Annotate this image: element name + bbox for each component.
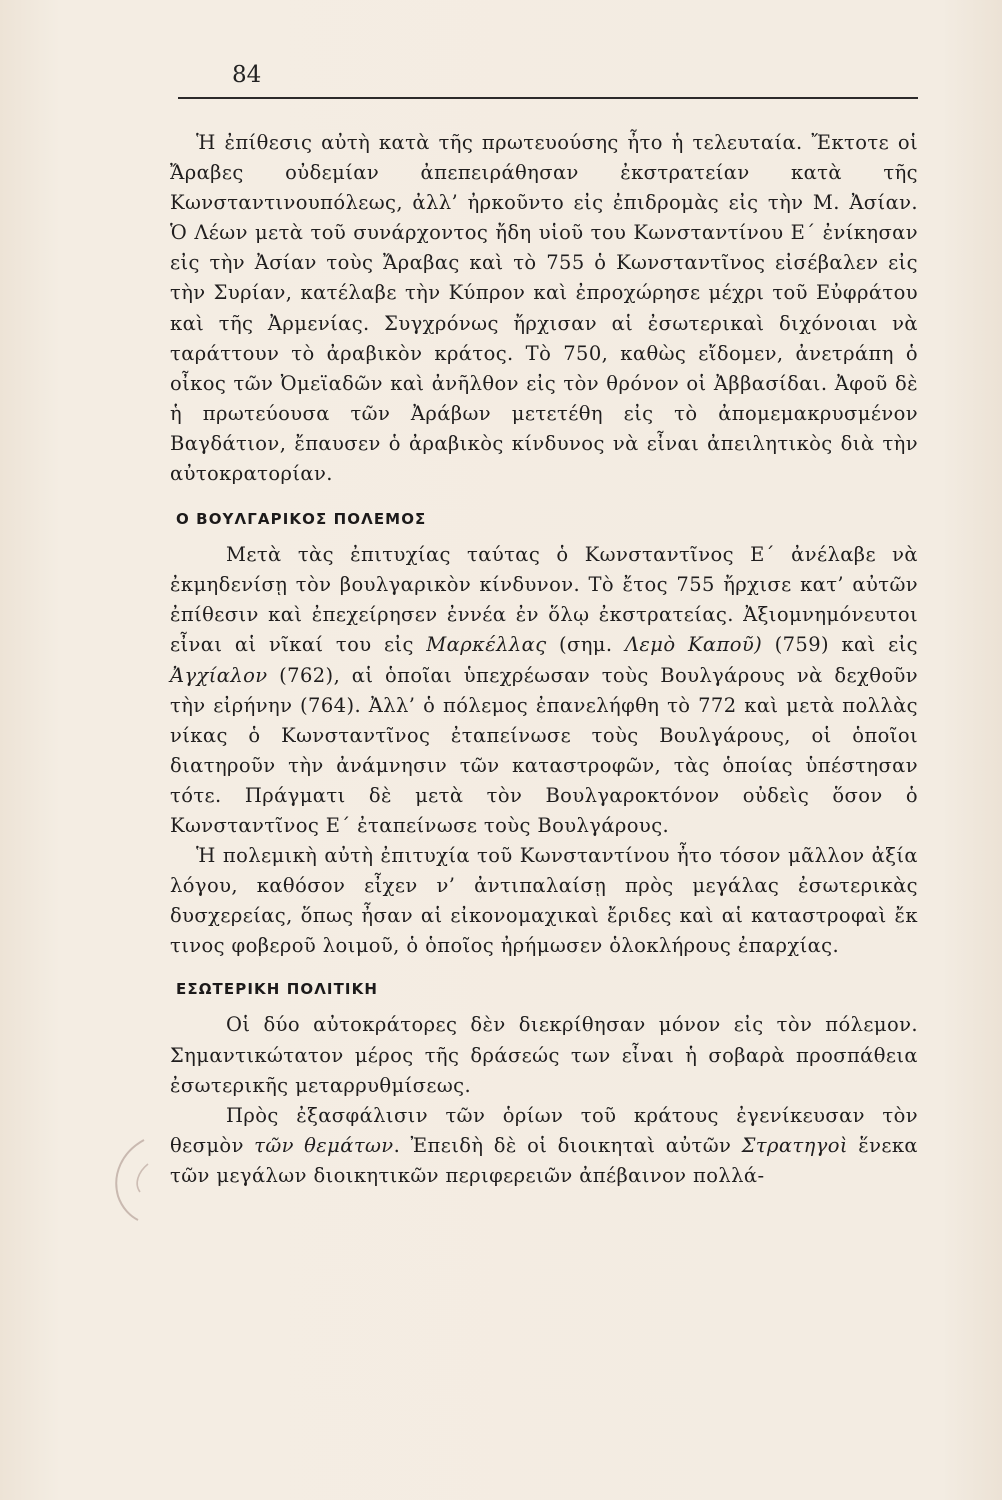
paragraph-arab-attack: Ἡ ἐπίθεσις αὐτὴ κατὰ τῆς πρωτευούσης ἦτο ἡ τελευταία. Ἔκτοτε οἱ Ἄραβες οὐδεμίαν ἀπεπειράθησαν ἐκστρατείαν κατὰ τῆς Κωνσταντινουπόλεως, ἀλλ’ ἠρκοῦντο εἰς ἐπιδρομὰς εἰς τὴν Μ. Ἀσίαν. Ὁ Λέων μετὰ τοῦ συνάρχοντος ἤδη υἱοῦ του Κωνσταντίνου Ε΄ ἐνίκησαν εἰς τὴν Ἀσίαν τοὺς Ἄραβας καὶ τὸ 755 ὁ Κωνσταντῖνος εἰσέβαλεν εἰς τὴν Συρίαν, κατέλαβε τὴν Κύπρον καὶ ἐπροχώρησε μέχρι τοῦ Εὐφράτου καὶ τῆς Ἀρμενίας. Συγχρόνως ἤρχισαν αἱ ἐσωτερικαὶ διχόνοιαι νὰ ταράττουν τὸ ἀραβικὸν κράτος. Τὸ 750, καθὼς εἴδομεν, ἀνετράπη ὁ οἶκος τῶν Ὀμεϊαδῶν καὶ ἀνῆλθον εἰς τὸν θρόνον οἱ Ἀββασίδαι. Ἀφοῦ δὲ ἡ πρωτεύουσα τῶν Ἀράβων μετετέθη εἰς τὸ ἀπομεμακρυσμένον Βαγδάτιον, ἔπαυσεν ὁ ἀραβικὸς κίνδυνος νὰ εἶναι ἀπειλητικὸς διὰ τὴν αὐτοκρατορίαν.: [170, 131, 918, 486]
text-span: (762), αἱ ὁποῖαι ὑπεχρέωσαν τοὺς Βουλγάρους νὰ δεχθοῦν τὴν εἰρήνην (764). Ἀλλ’ ὁ πόλεμος ἐπανελήφθη τὸ 772 καὶ μετὰ πολλὰς νίκας ὁ Κωνσταντῖνος ἐταπείνωσε τοὺς Βουλγάρους, οἱ ὁποῖοι διατηροῦν τὴν ἀνάμνησιν τῶν καταστροφῶν, τὰς ὁποίας ὑπέστησαν τότε. Πράγματι δὲ μετὰ τὸν Βουλγαροκτόνον οὐδεὶς ὅσον ὁ Κωνσταντῖνος Ε΄ ἐταπείνωσε τοὺς Βουλγάρους.: [170, 663, 918, 837]
text-span: Μετὰ τὰς ἐπιτυχίας ταύτας ὁ Κωνσταντῖνος Ε΄ ἀνέλαβε νὰ ἐκμηδενίσῃ τὸν βουλγαρικὸν κίνδυνον. Τὸ ἔτος 755 ἤρχισε κατ’ αὐτῶν ἐπίθεσιν καὶ ἐπεχείρησεν ἐννέα ἐν ὅλῳ ἐκστρατείας. Ἀξιομνημόνευτοι εἶναι αἱ νῖκαί του εἰς: [170, 543, 918, 657]
heading-internal-policy: ΕΣΩΤΕΡΙΚΗ ΠΟΛΙΤΙΚΗ: [176, 980, 378, 999]
header-rule: [178, 97, 918, 99]
page-number: 84: [232, 62, 262, 88]
text-span: . Ἐπειδὴ δὲ οἱ διοικηταὶ αὐτῶν: [393, 1133, 742, 1157]
paragraph-themes: [170, 1101, 918, 1191]
margin-pencil-mark: [104, 1134, 164, 1224]
place-name-lemo-kapou: Λεμὸ Καποῦ): [624, 633, 763, 657]
text-span: (759) καὶ εἰς: [762, 633, 918, 657]
paragraph-bulgarian-war: [170, 540, 918, 841]
text-span: (σημ.: [546, 633, 625, 657]
term-themata: τῶν θεμάτων: [254, 1133, 394, 1157]
paragraph-reforms: Οἱ δύο αὐτοκράτορες δὲν διεκρίθησαν μόνον εἰς τὸν πόλεμον. Σημαντικώτατον μέρος τῆς δράσεώς των εἶναι ἡ σοβαρὰ προσπάθεια ἐσωτερικῆς μεταρρυθμίσεως.: [170, 1013, 918, 1097]
term-strategoi: Στρατηγοὶ: [741, 1133, 848, 1157]
place-name-anchialos: Ἀγχίαλον: [170, 663, 268, 687]
main-text: [170, 128, 918, 1191]
heading-bulgarian-war: Ο ΒΟΥΛΓΑΡΙΚΟΣ ΠΟΛΕΜΟΣ: [176, 510, 427, 529]
paragraph-military-success: Ἡ πολεμικὴ αὐτὴ ἐπιτυχία τοῦ Κωνσταντίνου ἦτο τόσον μᾶλλον ἀξία λόγου, καθόσον εἶχεν ν’ ἀντιπαλαίσῃ πρὸς μεγάλας ἐσωτερικὰς δυσχερείας, ὅπως ἦσαν αἱ εἰκονομαχικαὶ ἔριδες καὶ αἱ καταστροφαὶ ἔκ τινος φοβεροῦ λοιμοῦ, ὁ ὁποῖος ἠρήμωσεν ὁλοκλήρους ἐπαρχίας.: [170, 844, 918, 958]
text-span: Πρὸς ἐξασφάλισιν τῶν ὁρίων τοῦ κράτους ἐγενίκευσαν τὸν θεσμὸν: [170, 1103, 918, 1157]
text-span: ἕνεκα τῶν μεγάλων διοικητικῶν περιφερειῶν ἀπέβαινον πολλά-: [170, 1133, 918, 1187]
place-name-markellai: Μαρκέλλας: [426, 633, 547, 657]
